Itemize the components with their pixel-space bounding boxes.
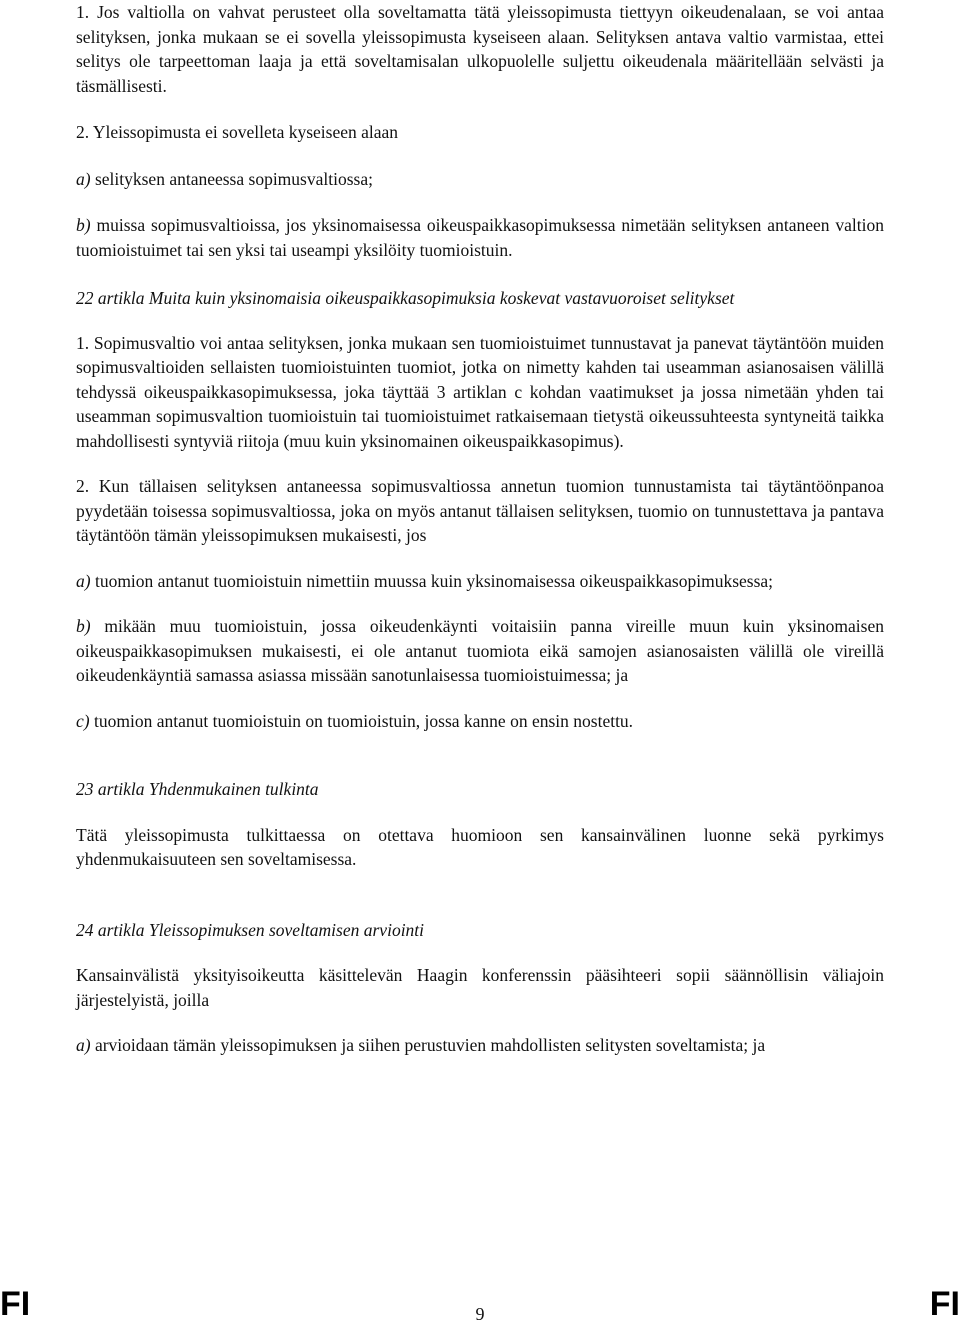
article-24-item-a — [76, 1033, 884, 1058]
article-22-item-a-label: a) — [76, 570, 91, 591]
article-22-paragraph-1: 1. Sopimusvaltio voi antaa selityksen, jonka mukaan sen tuomioistuimet tunnustavat ja panevat täytäntöön muiden sopimusvaltioiden sellaisten tuomioistuinten tuomiot, jotka on nimetty kahden tai useamman asianosaisen välillä tehdyssä oikeuspaikkasopimuksessa, joka täyttää 3 artiklan c kohdan vaatimukset ja jossa nimetään yhden tai useamman sopimusvaltion tuomioistuin tai tuomioistuimet ratkaisemaan tietystä oikeussuhteesta syntyneitä taikka mahdollisesti syntyviä riitoja (muu kuin yksinomainen oikeuspaikkasopimus). — [76, 332, 884, 451]
document-body — [76, 0, 884, 1058]
article-22-item-b — [76, 614, 884, 688]
paragraph-1: 1. Jos valtiolla on vahvat perusteet olla soveltamatta tätä yleissopimusta tiettyyn oikeudenalaan, se voi antaa selityksen, jonka mukaan se ei sovella yleissopimusta kyseiseen alaan. Selityksen antava valtio varmistaa, ettei selitys ole tarpeettoman laaja ja että soveltamisalan ulkopuolelle suljettu oikeudenala määritellään selvästi ja täsmällisesti. — [76, 2, 884, 96]
article-24-item-a-text: arvioidaan tämän yleissopimuksen ja siihen perustuvien mahdollisten selitysten soveltamista; ja — [94, 1035, 766, 1055]
page-number: 9 — [475, 1304, 485, 1324]
item-b — [76, 213, 884, 262]
article-22-item-b-label: b) — [76, 616, 91, 636]
article-24-heading: 24 artikla Yleissopimuksen soveltamisen arviointi — [76, 919, 425, 940]
article-22-paragraph-2: 2. Kun tällaisen selityksen antaneessa sopimusvaltiossa annetun tuomion tunnustamista tai täytäntöönpanoa pyydetään toisessa sopimusvaltiossa, joka on myös antanut tällaisen selityksen, tuomio on tunnustettava ja pantava täytäntöön tämän yleissopimuksen mukaisesti, jos — [76, 476, 884, 545]
footer-language-left: FI — [0, 1285, 31, 1323]
item-b-label: b) — [76, 215, 91, 235]
article-22-item-b-text: mikään muu tuomioistuin, jossa oikeudenkäynti voitaisiin panna vireille muun kuin yksinomaisen oikeuspaikkasopimuksen mukaisesti, ei ole antanut tuomiota eikä samojen asianosaisten välillä ole vireillä oikeudenkäyntiä samassa asiassa missään sanotunlaisessa tuomioistuimessa; ja — [76, 616, 884, 685]
item-a-label: a) — [76, 168, 91, 189]
item-a — [76, 167, 884, 192]
article-22-item-c-text: tuomion antanut tuomioistuin on tuomioistuin, jossa kanne on ensin nostettu. — [93, 710, 634, 731]
paragraph-2: 2. Yleissopimusta ei sovelleta kyseiseen alaan — [76, 122, 399, 142]
item-b-text: muissa sopimusvaltioissa, jos yksinomaisessa oikeuspaikkasopimuksessa nimetään selityksen antaneen valtion tuomioistuimet tai sen yksi tai useampi yksilöity tuomioistuin. — [76, 215, 885, 260]
footer-language-right: FI — [929, 1285, 960, 1323]
article-24-paragraph-1: Kansainvälistä yksityisoikeutta käsittelevän Haagin konferenssin pääsihteeri sopii säännöllisin väliajoin järjestelyistä, joilla — [76, 965, 884, 1010]
article-24-item-a-label: a) — [76, 1035, 91, 1055]
article-23-heading: 23 artikla Yhdenmukainen tulkinta — [76, 779, 319, 799]
article-22-item-a — [76, 569, 884, 594]
article-23-paragraph-1: Tätä yleissopimusta tulkittaessa on otettava huomioon sen kansainvälinen luonne sekä pyrkimys yhdenmukaisuuteen sen soveltamisessa. — [76, 824, 884, 869]
article-22-item-a-text: tuomion antanut tuomioistuin nimettiin muussa kuin yksinomaisessa oikeuspaikkasopimuksessa; — [94, 570, 774, 591]
article-22-heading: 22 artikla Muita kuin yksinomaisia oikeuspaikkasopimuksia koskevat vastavuoroiset selitykset — [76, 288, 735, 308]
article-22-item-c-label: c) — [76, 710, 90, 731]
item-a-text: selityksen antaneessa sopimusvaltiossa; — [94, 168, 373, 189]
article-22-item-c — [76, 709, 884, 734]
